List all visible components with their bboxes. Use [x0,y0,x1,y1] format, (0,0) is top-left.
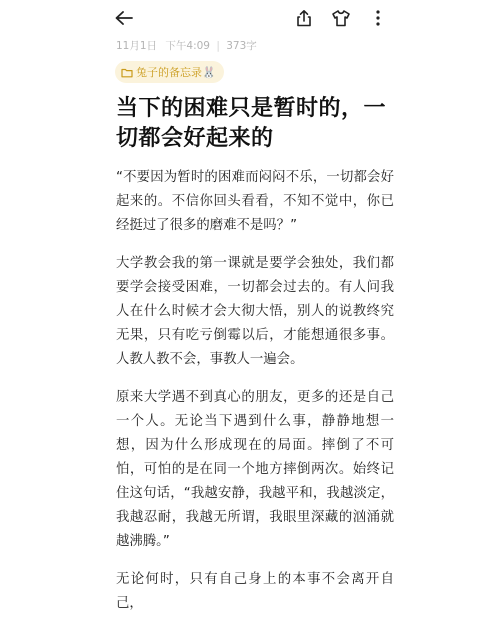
note-date: 11月1日 [116,40,158,52]
note-meta [116,38,257,53]
note-title: 当下的困难只是暂时的，一切都会好起来的 [116,96,387,151]
share-button[interactable] [289,3,319,33]
word-count: 373字 [226,40,257,52]
folder-tag-label: 兔子的备忘录🐰 [136,66,216,79]
more-vertical-icon [375,9,381,27]
back-button[interactable] [109,3,139,33]
folder-tag[interactable] [115,61,224,83]
note-paragraph: 原来大学遇不到真心的朋友，更多的还是自己一个人。无论当下遇到什么事，静静地想一想，因为什么形成现在的局面。摔倒了不可怕，可怕的是在同一个地方摔倒两次。始终记住这句话，“我越安静，我越平和，我越淡定，我越忍耐，我越无所谓，我眼里深藏的汹涌就越沸腾。” [116,390,394,549]
note-time: 下午4:09 [165,40,210,52]
top-toolbar [0,0,500,36]
note-paragraph: 无论何时，只有自己身上的本事不会离开自己， [116,572,394,611]
more-button[interactable] [363,3,393,33]
note-body[interactable] [116,166,394,630]
tshirt-icon [331,9,351,27]
meta-divider: | [216,40,220,52]
theme-button[interactable] [326,3,356,33]
share-icon [296,9,312,27]
arrow-left-icon [114,10,134,26]
note-paragraph: 大学教会我的第一课就是要学会独处，我们都要学会接受困难，一切都会过去的。有人问我人在什么时候才会大彻大悟，别人的说教终究无果，只有吃亏倒霉以后，才能想通很多事。人教人教不会，事教人一遍会。 [116,256,394,367]
note-paragraph: “不要因为暂时的困难而闷闷不乐，一切都会好起来的。不信你回头看看，不知不觉中，你已经挺过了很多的磨难不是吗？” [116,170,394,233]
folder-icon [121,67,133,78]
